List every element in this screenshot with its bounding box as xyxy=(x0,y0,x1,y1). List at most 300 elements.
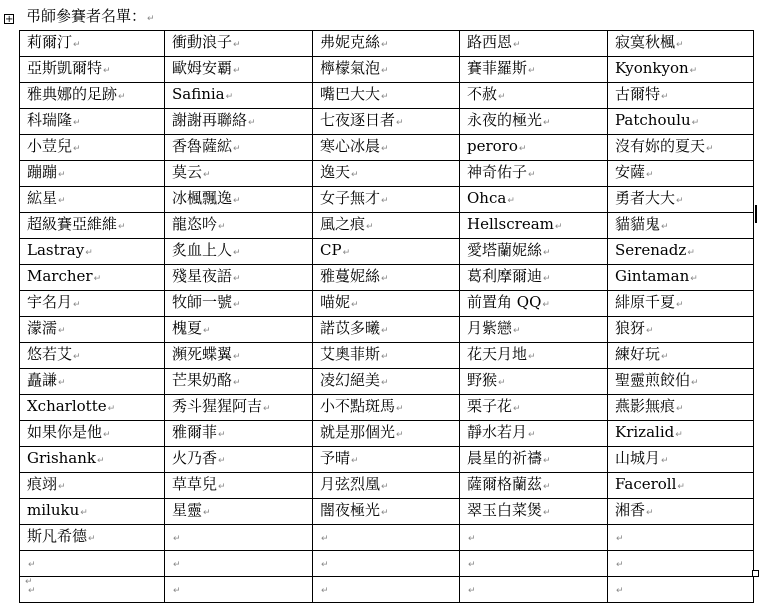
participant-name: 芒果奶酪 xyxy=(172,371,233,389)
table-cell[interactable] xyxy=(608,369,754,395)
cell-end-mark: ↵ xyxy=(381,144,389,154)
cell-end-mark: ↵ xyxy=(173,586,181,596)
cell-end-mark: ↵ xyxy=(233,378,241,388)
participant-name: 矗謙 xyxy=(27,371,58,389)
table-row xyxy=(20,473,754,499)
table-cell[interactable] xyxy=(460,239,608,265)
table-cell[interactable] xyxy=(313,343,460,369)
participant-name: 薩爾格蘭茲 xyxy=(467,475,543,493)
table-cell[interactable] xyxy=(165,421,313,447)
table-cell[interactable] xyxy=(313,317,460,343)
cell-end-mark: ↵ xyxy=(381,352,389,362)
cell-end-mark: ↵ xyxy=(381,274,389,284)
cell-end-mark: ↵ xyxy=(351,300,359,310)
table-cell[interactable] xyxy=(165,291,313,317)
cell-end-mark: ↵ xyxy=(381,326,389,336)
table-cell[interactable] xyxy=(608,317,754,343)
participant-name: 緋原千夏 xyxy=(615,293,676,311)
cell-end-mark: ↵ xyxy=(646,170,654,180)
table-cell[interactable] xyxy=(460,447,608,473)
table-cell[interactable] xyxy=(608,135,754,161)
cell-end-mark: ↵ xyxy=(543,118,551,128)
table-cell[interactable] xyxy=(608,343,754,369)
table-cell[interactable] xyxy=(20,369,165,395)
table-row xyxy=(20,551,754,577)
participant-name: 風之痕 xyxy=(320,215,366,233)
cell-end-mark: ↵ xyxy=(554,222,563,232)
table-cell[interactable] xyxy=(608,31,754,57)
cell-end-mark: ↵ xyxy=(543,508,551,518)
table-cell[interactable] xyxy=(165,109,313,135)
table-cell[interactable] xyxy=(460,473,608,499)
cell-end-mark: ↵ xyxy=(676,40,684,50)
participant-name: miluku xyxy=(27,501,80,519)
cell-end-mark: ↵ xyxy=(513,404,521,414)
table-move-handle-icon[interactable]: + xyxy=(5,14,14,25)
table-cell[interactable] xyxy=(313,525,460,551)
table-cell[interactable] xyxy=(313,551,460,577)
table-cell[interactable] xyxy=(165,499,313,525)
document-heading xyxy=(26,7,155,28)
participant-name: 瀕死蝶翼 xyxy=(172,345,233,363)
cell-end-mark: ↵ xyxy=(396,430,404,440)
table-cell[interactable] xyxy=(460,187,608,213)
table-resize-handle[interactable] xyxy=(752,570,759,577)
participant-name: 絋星 xyxy=(27,189,58,207)
cell-end-mark: ↵ xyxy=(661,92,669,102)
table-cell[interactable] xyxy=(460,421,608,447)
cell-end-mark: ↵ xyxy=(321,560,329,570)
table-row xyxy=(20,421,754,447)
cell-end-mark: ↵ xyxy=(513,40,521,50)
table-cell[interactable] xyxy=(608,499,754,525)
participant-name: Grishank xyxy=(27,449,97,467)
table-cell[interactable] xyxy=(165,551,313,577)
table-cell[interactable] xyxy=(608,447,754,473)
cell-end-mark: ↵ xyxy=(203,170,211,180)
table-cell[interactable] xyxy=(460,135,608,161)
participant-name: 雅典娜的足跡 xyxy=(27,85,118,103)
table-cell[interactable] xyxy=(313,395,460,421)
cell-end-mark: ↵ xyxy=(396,404,404,414)
table-cell[interactable] xyxy=(20,447,165,473)
table-cell[interactable] xyxy=(20,395,165,421)
table-cell[interactable] xyxy=(165,239,313,265)
table-cell[interactable] xyxy=(165,83,313,109)
cell-end-mark: ↵ xyxy=(616,560,624,570)
table-row xyxy=(20,499,754,525)
participant-name: 安薩 xyxy=(615,163,646,181)
participant-name: 諾苡多曦 xyxy=(320,319,381,337)
table-cell[interactable] xyxy=(165,473,313,499)
table-cell[interactable] xyxy=(460,291,608,317)
table-cell[interactable] xyxy=(460,161,608,187)
table-cell[interactable] xyxy=(460,31,608,57)
table-cell[interactable] xyxy=(608,187,754,213)
table-cell[interactable] xyxy=(20,135,165,161)
table-cell[interactable] xyxy=(608,525,754,551)
participant-name: 凌幻絕美 xyxy=(320,371,381,389)
cell-end-mark: ↵ xyxy=(263,404,271,414)
table-row xyxy=(20,109,754,135)
participant-name: 燕影無痕 xyxy=(615,397,676,415)
table-cell[interactable] xyxy=(608,421,754,447)
table-cell[interactable] xyxy=(20,161,165,187)
table-row xyxy=(20,343,754,369)
table-cell[interactable] xyxy=(608,109,754,135)
participant-name: 痕翊 xyxy=(27,475,58,493)
cell-end-mark: ↵ xyxy=(543,248,551,258)
participant-name: 七夜逐日者 xyxy=(320,111,396,129)
table-cell[interactable] xyxy=(313,369,460,395)
participant-name: Serenadz xyxy=(615,241,687,259)
participant-name: 莉爾汀 xyxy=(27,33,73,51)
participant-name: 牧師一號 xyxy=(172,293,233,311)
table-cell[interactable] xyxy=(608,161,754,187)
participant-name: 悠若艾 xyxy=(27,345,73,363)
table-row xyxy=(20,57,754,83)
table-cell[interactable] xyxy=(460,265,608,291)
table-row xyxy=(20,31,754,57)
cell-end-mark: ↵ xyxy=(498,378,506,388)
cell-end-mark: ↵ xyxy=(233,196,241,206)
table-cell[interactable] xyxy=(608,291,754,317)
table-cell[interactable] xyxy=(165,57,313,83)
table-cell[interactable] xyxy=(20,265,165,291)
participant-name: 火乃香 xyxy=(172,449,218,467)
cell-end-mark: ↵ xyxy=(646,508,654,518)
table-cell[interactable] xyxy=(20,57,165,83)
participant-name: Gintaman xyxy=(615,267,690,285)
table-cell[interactable] xyxy=(608,213,754,239)
cell-end-mark: ↵ xyxy=(676,404,684,414)
cell-end-mark: ↵ xyxy=(218,456,226,466)
participant-name: 月紫戀 xyxy=(467,319,513,337)
cell-end-mark: ↵ xyxy=(468,586,476,596)
participant-name: 超級賽亞維維 xyxy=(27,215,118,233)
table-cell[interactable] xyxy=(313,109,460,135)
cell-end-mark: ↵ xyxy=(661,352,669,362)
cell-end-mark: ↵ xyxy=(542,300,550,310)
cell-end-mark: ↵ xyxy=(528,170,536,180)
cell-end-mark: ↵ xyxy=(689,66,698,76)
participant-name: 寂寞秋楓 xyxy=(615,33,676,51)
table-cell[interactable] xyxy=(165,525,313,551)
table-cell[interactable] xyxy=(313,31,460,57)
participant-name: 葛利摩爾迪 xyxy=(467,267,543,285)
cell-end-mark: ↵ xyxy=(706,144,714,154)
table-cell[interactable] xyxy=(20,109,165,135)
participant-name: Ohca xyxy=(467,189,507,207)
table-cell[interactable] xyxy=(608,473,754,499)
table-cell[interactable] xyxy=(313,213,460,239)
participant-name: 栗子花 xyxy=(467,397,513,415)
participant-table xyxy=(19,30,754,603)
table-cell[interactable] xyxy=(460,499,608,525)
participant-name: 翠玉白菜煲 xyxy=(467,501,543,519)
cell-end-mark: ↵ xyxy=(381,92,389,102)
table-cell[interactable] xyxy=(20,473,165,499)
participant-name: 雅蔓妮絲 xyxy=(320,267,381,285)
cell-end-mark: ↵ xyxy=(233,40,241,50)
table-row xyxy=(20,447,754,473)
table-cell[interactable] xyxy=(460,317,608,343)
table-cell[interactable] xyxy=(460,109,608,135)
table-cell[interactable] xyxy=(313,291,460,317)
cell-end-mark: ↵ xyxy=(687,248,695,258)
table-cell[interactable] xyxy=(460,57,608,83)
table-cell[interactable] xyxy=(313,187,460,213)
cell-end-mark: ↵ xyxy=(80,508,88,518)
participant-name: Patchoulu xyxy=(615,111,691,129)
participant-name: 喵妮 xyxy=(320,293,351,311)
participant-name: 秀斗猩猩阿吉 xyxy=(172,397,263,415)
participant-name: 謝謝再聯絡 xyxy=(172,111,248,129)
table-cell[interactable] xyxy=(608,265,754,291)
participant-name: 逸天 xyxy=(320,163,351,181)
participant-name: 濛濡 xyxy=(27,319,58,337)
participant-name: 香魯薩絋 xyxy=(172,137,233,155)
table-cell[interactable] xyxy=(20,83,165,109)
cell-end-mark: ↵ xyxy=(73,118,81,128)
table-cell[interactable] xyxy=(608,83,754,109)
table-cell[interactable] xyxy=(313,135,460,161)
cell-end-mark: ↵ xyxy=(93,274,102,284)
participant-name: 前置角 QQ xyxy=(467,293,542,311)
table-cell[interactable] xyxy=(20,317,165,343)
cell-end-mark: ↵ xyxy=(351,170,359,180)
table-cell[interactable] xyxy=(460,525,608,551)
participant-name: 亞斯凱爾特 xyxy=(27,59,103,77)
cell-end-mark: ↵ xyxy=(88,534,96,544)
participant-name: 斯凡希德 xyxy=(27,527,88,545)
table-cell[interactable] xyxy=(165,343,313,369)
table-cell[interactable] xyxy=(20,551,165,577)
participant-name: 槐夏 xyxy=(172,319,203,337)
cell-end-mark: ↵ xyxy=(543,456,551,466)
participant-name: 予晴 xyxy=(320,449,351,467)
cell-end-mark: ↵ xyxy=(690,274,698,284)
table-cell[interactable] xyxy=(20,187,165,213)
cell-end-mark: ↵ xyxy=(28,560,36,570)
participant-name: 雅爾菲 xyxy=(172,423,218,441)
table-cell[interactable] xyxy=(165,135,313,161)
paragraph-mark: ↵ xyxy=(147,14,155,24)
cell-end-mark: ↵ xyxy=(233,144,241,154)
participant-name: 如果你是他 xyxy=(27,423,103,441)
table-cell[interactable] xyxy=(165,265,313,291)
table-row xyxy=(20,265,754,291)
table-cell[interactable] xyxy=(608,395,754,421)
table-cell[interactable] xyxy=(313,239,460,265)
participant-name: 宇名月 xyxy=(27,293,73,311)
cell-end-mark: ↵ xyxy=(543,482,551,492)
table-cell[interactable] xyxy=(608,57,754,83)
cell-end-mark: ↵ xyxy=(73,352,81,362)
cell-end-mark: ↵ xyxy=(118,92,126,102)
participant-name: 貓貓鬼 xyxy=(615,215,661,233)
cell-end-mark: ↵ xyxy=(218,222,226,232)
participant-name: Faceroll xyxy=(615,475,677,493)
participant-name: Hellscream xyxy=(467,215,554,233)
participant-name: 弗妮克絲 xyxy=(320,33,381,51)
cell-end-mark: ↵ xyxy=(97,456,105,466)
cell-end-mark: ↵ xyxy=(85,248,93,258)
table-row xyxy=(20,525,754,551)
participant-name: 歐姆安覇 xyxy=(172,59,233,77)
participant-name: 嘴巴大大 xyxy=(320,85,381,103)
participant-name: 寒心冰晨 xyxy=(320,137,381,155)
cell-end-mark: ↵ xyxy=(677,482,685,492)
cell-end-mark: ↵ xyxy=(518,144,527,154)
cell-end-mark: ↵ xyxy=(203,508,211,518)
table-row xyxy=(20,187,754,213)
cell-end-mark: ↵ xyxy=(528,352,536,362)
table-cell[interactable] xyxy=(165,447,313,473)
table-cell[interactable] xyxy=(165,213,313,239)
table-cell[interactable] xyxy=(608,239,754,265)
table-cell[interactable] xyxy=(165,31,313,57)
cell-end-mark: ↵ xyxy=(381,508,389,518)
participant-name: 莫云 xyxy=(172,163,203,181)
cell-end-mark: ↵ xyxy=(173,534,181,544)
cell-end-mark: ↵ xyxy=(381,378,389,388)
table-cell[interactable] xyxy=(165,161,313,187)
table-cell[interactable] xyxy=(165,317,313,343)
participant-name: 草草兒 xyxy=(172,475,218,493)
table-cell[interactable] xyxy=(313,161,460,187)
participant-name: 科瑞隆 xyxy=(27,111,73,129)
cell-end-mark: ↵ xyxy=(351,456,359,466)
cell-end-mark: ↵ xyxy=(381,66,389,76)
table-cell[interactable] xyxy=(608,551,754,577)
participant-name: 山城月 xyxy=(615,449,661,467)
table-cell[interactable] xyxy=(165,369,313,395)
table-cell[interactable] xyxy=(313,265,460,291)
cell-end-mark: ↵ xyxy=(58,196,66,206)
participant-name: 聖靈煎餃伯 xyxy=(615,371,691,389)
participant-name: Safinia xyxy=(172,85,225,103)
cell-end-mark: ↵ xyxy=(528,430,536,440)
cell-end-mark: ↵ xyxy=(233,300,241,310)
table-row xyxy=(20,239,754,265)
table-row xyxy=(20,213,754,239)
cell-end-mark: ↵ xyxy=(58,482,66,492)
cell-end-mark: ↵ xyxy=(691,118,700,128)
cell-end-mark: ↵ xyxy=(661,456,669,466)
cell-end-mark: ↵ xyxy=(366,222,374,232)
table-cell[interactable] xyxy=(460,369,608,395)
participant-name: 野猴 xyxy=(467,371,498,389)
participant-name: 衝動浪子 xyxy=(172,33,233,51)
participant-name: 沒有妳的夏天 xyxy=(615,137,706,155)
table-cell[interactable] xyxy=(20,291,165,317)
table-cell[interactable] xyxy=(460,343,608,369)
table-cell[interactable] xyxy=(165,395,313,421)
participant-name: 星靈 xyxy=(172,501,203,519)
cell-end-mark: ↵ xyxy=(543,274,551,284)
participant-name: 艾奧菲斯 xyxy=(320,345,381,363)
cell-end-mark: ↵ xyxy=(507,196,515,206)
participant-name: peroro xyxy=(467,137,518,155)
table-row xyxy=(20,395,754,421)
cell-end-mark: ↵ xyxy=(468,534,476,544)
table-cell[interactable] xyxy=(20,343,165,369)
table-cell[interactable] xyxy=(313,499,460,525)
table-row xyxy=(20,317,754,343)
table-cell[interactable] xyxy=(460,213,608,239)
table-cell[interactable] xyxy=(20,239,165,265)
table-cell[interactable] xyxy=(20,421,165,447)
participant-name: 龍恣吟 xyxy=(172,215,218,233)
table-cell[interactable] xyxy=(460,395,608,421)
cell-end-mark: ↵ xyxy=(646,326,654,336)
table-row xyxy=(20,135,754,161)
cell-end-mark: ↵ xyxy=(675,430,683,440)
cell-end-mark: ↵ xyxy=(107,404,116,414)
participant-name: 古爾特 xyxy=(615,85,661,103)
cell-end-mark: ↵ xyxy=(498,92,506,102)
cell-end-mark: ↵ xyxy=(468,560,476,570)
table-cell[interactable] xyxy=(313,57,460,83)
cell-end-mark: ↵ xyxy=(73,40,81,50)
table-cell[interactable] xyxy=(313,447,460,473)
cell-end-mark: ↵ xyxy=(616,534,624,544)
table-cell[interactable] xyxy=(20,31,165,57)
participant-name: 路西恩 xyxy=(467,33,513,51)
participant-name: 晨星的祈禱 xyxy=(467,449,543,467)
participant-name: Xcharlotte xyxy=(27,397,107,415)
cell-end-mark: ↵ xyxy=(248,118,256,128)
cell-end-mark: ↵ xyxy=(203,326,211,336)
table-row xyxy=(20,291,754,317)
participant-name: 蹦蹦 xyxy=(27,163,58,181)
cell-end-mark: ↵ xyxy=(381,196,389,206)
cell-end-mark: ↵ xyxy=(513,326,521,336)
participant-name: 小不點斑馬 xyxy=(320,397,396,415)
participant-name: 小荳兒 xyxy=(27,137,73,155)
cell-end-mark: ↵ xyxy=(58,326,66,336)
cell-end-mark: ↵ xyxy=(342,248,351,258)
cell-end-mark: ↵ xyxy=(173,560,181,570)
cell-end-mark: ↵ xyxy=(103,430,111,440)
table-cell[interactable] xyxy=(20,525,165,551)
cell-end-mark: ↵ xyxy=(616,586,624,596)
participant-name: CP xyxy=(320,241,342,259)
table-cell[interactable] xyxy=(20,499,165,525)
participant-name: 女子無才 xyxy=(320,189,381,207)
table-cell[interactable] xyxy=(313,83,460,109)
cell-end-mark: ↵ xyxy=(233,274,241,284)
participant-name: 勇者大大 xyxy=(615,189,676,207)
table-cell[interactable] xyxy=(460,551,608,577)
table-cell[interactable] xyxy=(165,187,313,213)
table-cell[interactable] xyxy=(20,213,165,239)
participant-name: 殘星夜語 xyxy=(172,267,233,285)
table-cell[interactable] xyxy=(460,83,608,109)
table-cell[interactable] xyxy=(313,421,460,447)
participant-table-body xyxy=(20,31,754,603)
table-row xyxy=(20,83,754,109)
participant-name: 炙血上人 xyxy=(172,241,233,259)
participant-name: 就是那個光 xyxy=(320,423,396,441)
cell-end-mark: ↵ xyxy=(381,482,389,492)
participant-name: 月弦烈凰 xyxy=(320,475,381,493)
cell-end-mark: ↵ xyxy=(225,92,234,102)
cell-end-mark: ↵ xyxy=(396,118,404,128)
table-cell[interactable] xyxy=(313,473,460,499)
table-row xyxy=(20,369,754,395)
